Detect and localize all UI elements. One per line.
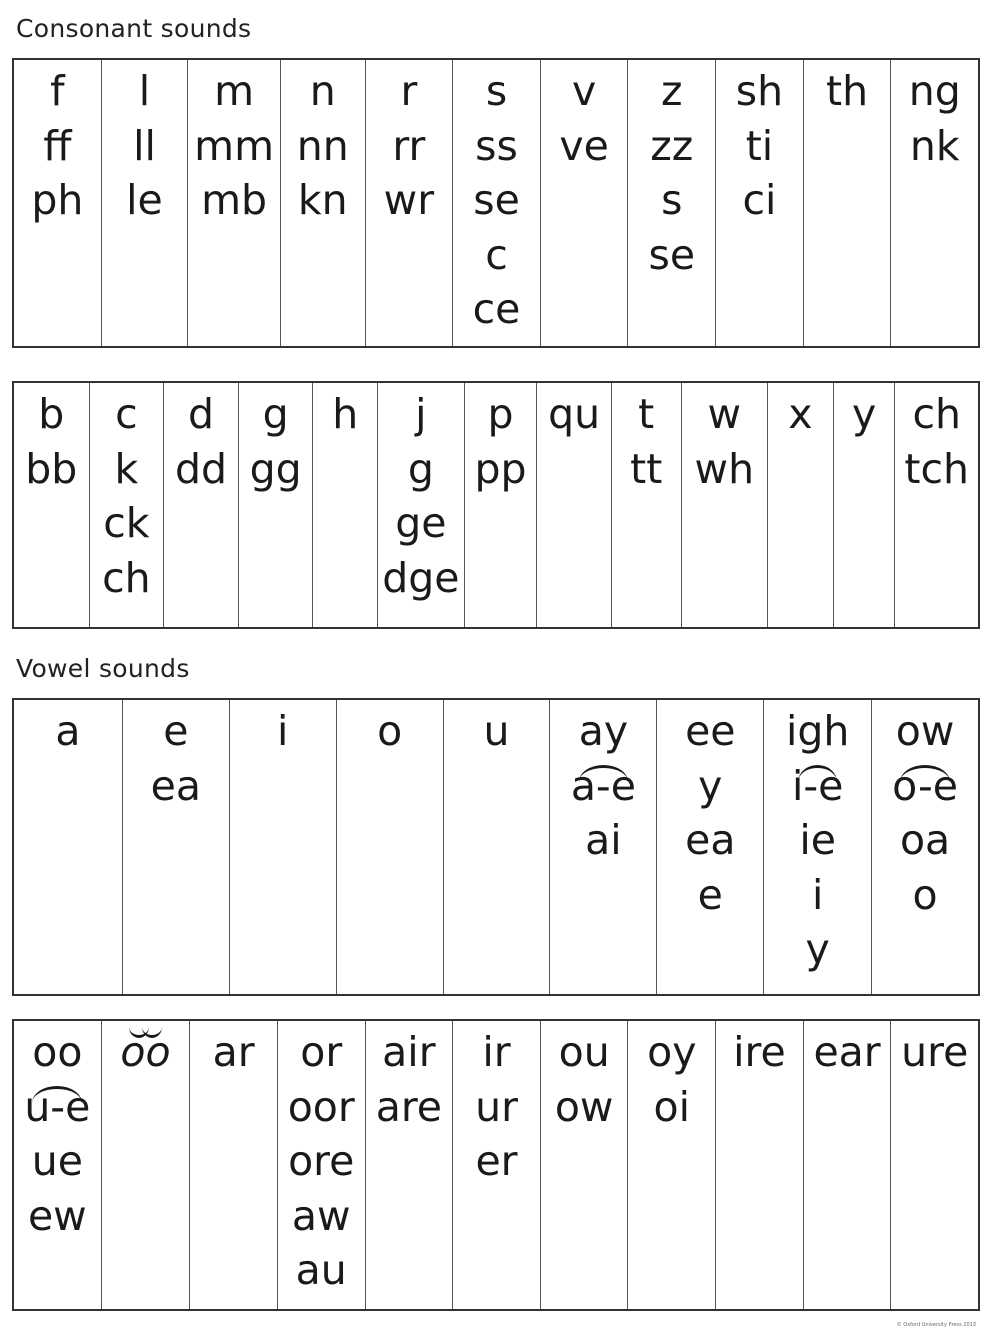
- grapheme: ew: [27, 1191, 87, 1240]
- sound-column: [365, 60, 453, 346]
- grapheme: ay: [578, 707, 629, 755]
- grapheme: ea: [150, 761, 202, 810]
- grapheme: x: [788, 390, 813, 438]
- sound-column: [890, 60, 978, 346]
- sound-column: [377, 383, 464, 627]
- grapheme: ore: [288, 1137, 355, 1185]
- grapheme: e: [163, 707, 189, 755]
- grapheme: mm: [194, 121, 275, 170]
- grapheme: ch: [912, 390, 961, 438]
- sound-column: [14, 1021, 101, 1309]
- grapheme: air: [382, 1028, 436, 1076]
- grapheme: b: [38, 390, 65, 438]
- sound-column: [627, 60, 715, 346]
- grapheme: m: [214, 67, 255, 115]
- grapheme: ure: [901, 1028, 969, 1076]
- sound-column: [890, 1021, 978, 1309]
- grapheme: aw: [291, 1191, 351, 1240]
- sound-column: [715, 60, 803, 346]
- grapheme: o: [377, 707, 403, 755]
- grapheme: k: [114, 444, 139, 493]
- sound-column: [763, 700, 871, 994]
- grapheme: pp: [474, 444, 527, 493]
- grapheme: g: [262, 390, 289, 438]
- grapheme: j: [415, 390, 427, 438]
- grapheme: p: [487, 390, 514, 438]
- sound-column: [14, 700, 122, 994]
- grapheme: gg: [249, 444, 302, 493]
- grapheme: th: [826, 67, 869, 115]
- grapheme: or: [300, 1028, 343, 1076]
- grapheme: ff: [43, 121, 72, 170]
- sound-column: [681, 383, 768, 627]
- consonant-grid-row-1: [12, 58, 980, 348]
- grapheme: u: [483, 707, 510, 755]
- grapheme: ll: [133, 121, 156, 170]
- grapheme: f: [50, 67, 65, 115]
- grapheme: se: [473, 176, 520, 224]
- sound-column: [336, 700, 443, 994]
- sound-column: [365, 1021, 453, 1309]
- sound-column: [14, 383, 89, 627]
- sound-column: [540, 60, 628, 346]
- grapheme: e: [697, 870, 723, 919]
- sound-column: [101, 60, 188, 346]
- grapheme: le: [126, 176, 163, 224]
- grapheme: g: [407, 444, 434, 493]
- grapheme: ur: [475, 1082, 518, 1131]
- grapheme: ch: [102, 553, 151, 602]
- sound-column: [803, 60, 891, 346]
- grapheme: r: [400, 67, 418, 115]
- grapheme: au: [295, 1246, 347, 1294]
- grapheme: v: [572, 67, 597, 115]
- grapheme: ow: [895, 707, 955, 755]
- sound-column: [163, 383, 238, 627]
- sound-column: [277, 1021, 365, 1309]
- grapheme: ar: [212, 1028, 255, 1076]
- grapheme: y: [805, 925, 830, 973]
- grapheme: ee: [685, 707, 736, 755]
- grapheme: ph: [31, 176, 84, 224]
- sound-column: [536, 383, 611, 627]
- grapheme: d: [188, 390, 215, 438]
- grapheme: tt: [630, 444, 663, 493]
- grapheme: qu: [548, 390, 601, 438]
- sound-column: [189, 1021, 277, 1309]
- grapheme: dd: [174, 444, 228, 493]
- vowel-sounds-heading: Vowel sounds: [16, 654, 190, 683]
- sound-column: [627, 1021, 715, 1309]
- sound-column: [238, 383, 313, 627]
- sound-column: [101, 1021, 190, 1309]
- grapheme: dge: [382, 553, 460, 602]
- grapheme: mb: [201, 176, 268, 224]
- consonant-sounds-heading: Consonant sounds: [16, 14, 252, 43]
- grapheme: sh: [735, 67, 784, 115]
- grapheme: rr: [392, 121, 426, 170]
- grapheme: ci: [742, 176, 777, 224]
- grapheme: c: [115, 390, 138, 438]
- vowel-grid-row-1: [12, 698, 980, 996]
- grapheme: ire: [733, 1028, 786, 1076]
- grapheme: y: [851, 390, 877, 438]
- grapheme: zz: [650, 121, 694, 170]
- grapheme: oa: [899, 816, 951, 864]
- grapheme: ng: [908, 67, 961, 115]
- grapheme: z: [661, 67, 683, 115]
- sound-column: [656, 700, 763, 994]
- grapheme: ce: [472, 285, 521, 333]
- grapheme: ou: [558, 1028, 610, 1076]
- grapheme: ea: [685, 816, 736, 864]
- grapheme: oy: [647, 1028, 697, 1076]
- grapheme: er: [475, 1137, 518, 1185]
- sound-column: [464, 383, 537, 627]
- sound-column: [312, 383, 377, 627]
- vowel-grid-row-2: [12, 1019, 980, 1311]
- grapheme: oor: [287, 1082, 355, 1131]
- grapheme: a: [55, 707, 81, 755]
- grapheme: o: [912, 870, 938, 919]
- grapheme: u-e: [24, 1080, 90, 1135]
- sound-column: [803, 1021, 891, 1309]
- sound-column: [715, 1021, 803, 1309]
- grapheme: h: [332, 390, 359, 438]
- consonant-grid-row-2: [12, 381, 980, 629]
- grapheme: oi: [653, 1082, 691, 1131]
- grapheme: are: [375, 1082, 443, 1131]
- grapheme: bb: [25, 444, 78, 493]
- grapheme: tch: [904, 444, 969, 493]
- grapheme: se: [648, 230, 696, 279]
- sound-column: [611, 383, 681, 627]
- sound-column: [187, 60, 280, 346]
- sound-column: [280, 60, 365, 346]
- sound-column: [89, 383, 164, 627]
- grapheme: ie: [799, 816, 836, 864]
- grapheme: n: [309, 67, 336, 115]
- sound-column: [894, 383, 978, 627]
- grapheme: o-e: [892, 759, 958, 814]
- grapheme: ti: [745, 121, 774, 170]
- grapheme: y: [698, 761, 723, 810]
- sound-column: [122, 700, 229, 994]
- sound-column: [443, 700, 550, 994]
- grapheme: nn: [296, 121, 349, 170]
- grapheme: ear: [813, 1028, 881, 1076]
- grapheme: ck: [103, 499, 150, 547]
- grapheme: c: [485, 230, 508, 279]
- sound-column: [767, 383, 833, 627]
- grapheme: ss: [475, 121, 518, 170]
- grapheme: s: [661, 176, 683, 224]
- grapheme: s: [485, 67, 508, 115]
- grapheme: w: [707, 390, 742, 438]
- grapheme: ow: [554, 1082, 614, 1131]
- grapheme: i-e: [792, 759, 843, 814]
- grapheme: ue: [31, 1137, 83, 1185]
- grapheme: t: [638, 390, 655, 438]
- grapheme: wh: [694, 444, 755, 493]
- grapheme: oo: [32, 1028, 83, 1076]
- grapheme: nk: [909, 121, 960, 170]
- sound-column: [540, 1021, 628, 1309]
- sound-column: [452, 1021, 540, 1309]
- grapheme: igh: [785, 707, 850, 755]
- grapheme: ge: [395, 499, 447, 547]
- grapheme: ai: [585, 816, 622, 864]
- grapheme: oo: [120, 1025, 170, 1080]
- sound-column: [229, 700, 336, 994]
- grapheme: l: [138, 67, 151, 115]
- sound-column: [549, 700, 656, 994]
- copyright-footer: © Oxford University Press 2013: [896, 1322, 976, 1328]
- grapheme: i: [811, 870, 824, 919]
- grapheme: wr: [383, 176, 435, 224]
- sound-column: [833, 383, 895, 627]
- grapheme: kn: [297, 176, 348, 224]
- grapheme: a-e: [571, 759, 636, 814]
- sound-column: [14, 60, 101, 346]
- sound-column: [871, 700, 978, 994]
- sound-column: [452, 60, 540, 346]
- grapheme: i: [277, 707, 289, 755]
- grapheme: ve: [559, 121, 609, 170]
- grapheme: ir: [482, 1028, 511, 1076]
